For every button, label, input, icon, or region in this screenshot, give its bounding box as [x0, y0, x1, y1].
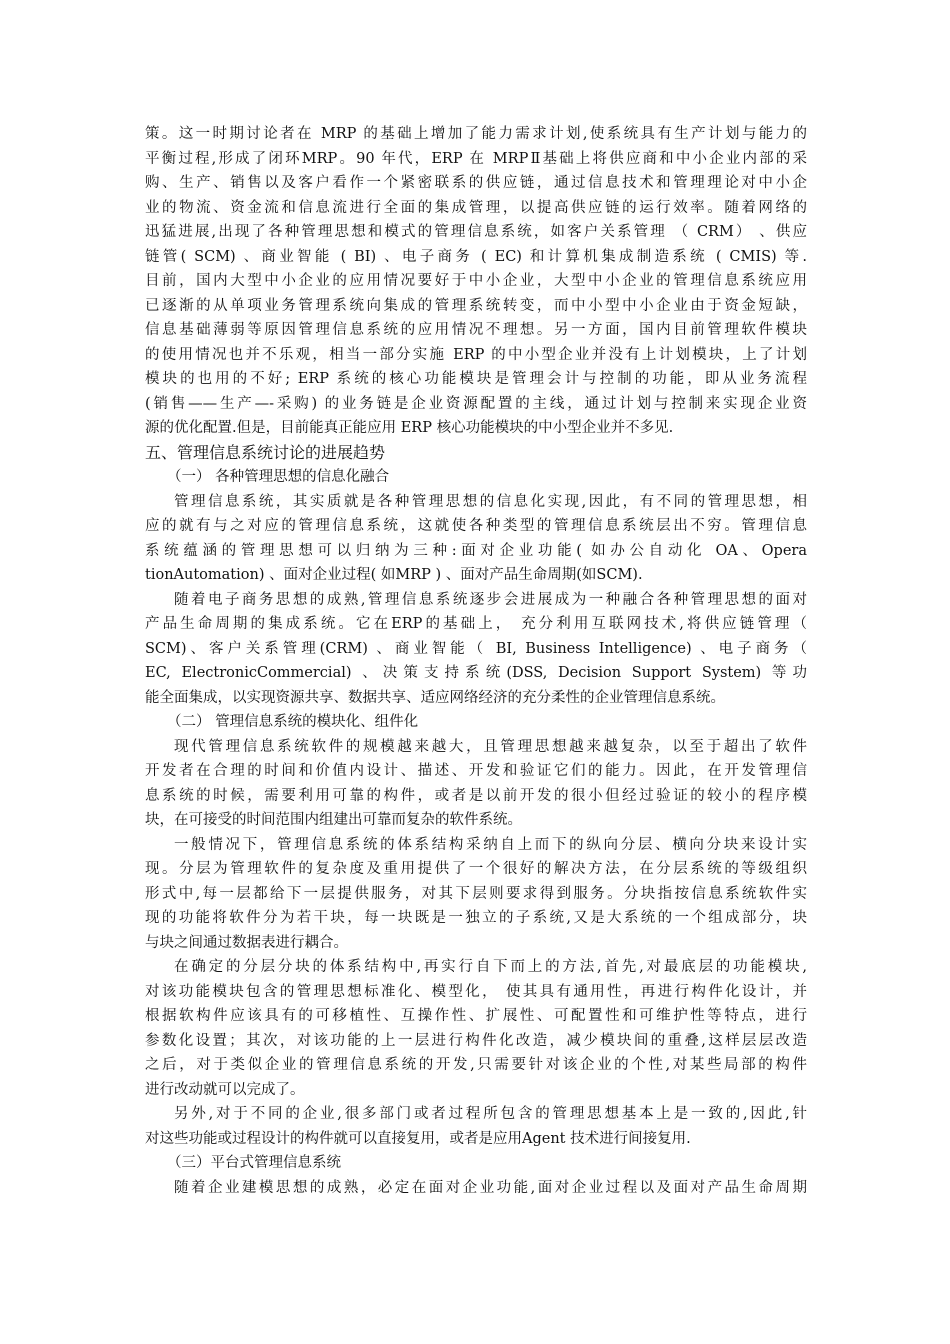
- text-line: tionAutomation) 、面对企业过程( 如MRP ) 、面对产品生命周期(如SCM).: [145, 567, 643, 583]
- text-line: 已逐渐的从单项业务管理系统向集成的管理系统转变，而中小型中小企业由于资金短缺，: [145, 297, 807, 314]
- text-line: 链管( SCM) 、商业智能 ( BI) 、电子商务 ( EC) 和计算机集成制造系统 ( CMIS) 等.: [145, 248, 807, 265]
- text-line: 平衡过程,形成了闭环MRP。90 年代，ERP 在 MRPⅡ基础上将供应商和中小企业内部的采: [145, 150, 807, 167]
- text-line: EC, ElectronicCommercial) 、决策支持系统(DSS, Decision Support System) 等功: [145, 665, 807, 681]
- text-line: 策。这一时期讨论者在 MRP 的基础上增加了能力需求计划,使系统具有生产计划与能力的: [145, 126, 807, 142]
- paragraph: [145, 1102, 807, 1151]
- text-line: 之后，对于类似企业的管理信息系统的开发,只需要针对该企业的个性,对某些局部的构件: [145, 1057, 807, 1073]
- paragraph: [145, 490, 807, 588]
- subsection-heading: （三）平台式管理信息系统: [167, 1155, 341, 1171]
- text-line: 现。分层为管理软件的复杂度及重用提供了一个很好的解决方法，在分层系统的等级组织: [145, 861, 807, 877]
- text-line: 另外,对于不同的企业,很多部门或者过程所包含的管理思想基本上是一致的,因此,针: [174, 1106, 807, 1122]
- subsection-heading: （二） 管理信息系统的模块化、组件化: [167, 714, 419, 730]
- text-line: SCM)、客户关系管理(CRM) 、商业智能（ BI, Business Intelligence) 、电子商务（: [145, 640, 807, 657]
- text-line: 随着企业建模思想的成熟，必定在面对企业功能,面对企业过程以及面对产品生命周期: [174, 1179, 807, 1196]
- text-line: 现的功能将软件分为若干块，每一块既是一独立的子系统,又是大系统的一个组成部分，块: [145, 910, 807, 926]
- section-heading: 五、管理信息系统讨论的进展趋势: [145, 442, 386, 462]
- text-line: 一般情况下，管理信息系统的体系结构采纳自上而下的纵向分层、横向分块来设计实: [174, 836, 807, 853]
- text-line: 形式中,每一层都给下一层提供服务，对其下层则要求得到服务。分块指按信息系统软件实: [145, 885, 807, 902]
- text-line: 与块之间通过数据表进行耦合。: [145, 934, 348, 951]
- paragraph: [145, 735, 807, 833]
- text-line: 信息基础薄弱等原因管理信息系统的应用情况不理想。另一方面，国内目前管理软件模块: [145, 322, 807, 338]
- subsection-heading: （一） 各种管理思想的信息化融合: [167, 469, 390, 485]
- text-line: 模块的也用的不好; ERP 系统的核心功能模块是管理会计与控制的功能，即从业务流程: [145, 371, 807, 387]
- paragraph: [145, 1176, 807, 1201]
- text-line: 根据软构件应该具有的可移植性、互操作性、扩展性、可配置性和可维护性等特点，进行: [145, 1008, 807, 1024]
- text-line: 在确定的分层分块的体系结构中,再实行自下而上的方法,首先,对最底层的功能模块,: [174, 959, 807, 975]
- text-line: 参数化设置；其次，对该功能的上一层进行构件化改造，减少模块间的重叠,这样层层改造: [145, 1032, 807, 1049]
- text-line: 应的就有与之对应的管理信息系统，这就使各种类型的管理信息系统层出不穷。管理信息: [145, 518, 807, 534]
- text-line: 迅猛进展,出现了各种管理思想和模式的管理信息系统，如客户关系管理 （ CRM） 、供应: [145, 224, 807, 240]
- text-line: 随着电子商务思想的成熟,管理信息系统逐步会进展成为一种融合各种管理思想的面对: [174, 591, 807, 608]
- text-line: 产品生命周期的集成系统。它在ERP的基础上， 充分利用互联网技术,将供应链管理（: [145, 616, 807, 632]
- text-line: 购、生产、销售以及客户看作一个紧密联系的供应链，通过信息技术和管理理论对中小企: [145, 175, 807, 191]
- paragraph: [145, 588, 807, 711]
- intro-paragraph: [145, 122, 807, 441]
- text-line: 的使用情况也并不乐观，相当一部分实施 ERP 的中小型企业并没有上计划模块，上了计划: [145, 346, 807, 363]
- document-page: [145, 122, 807, 1200]
- text-line: 进行改动就可以完成了。: [145, 1081, 305, 1098]
- text-line: 系统蕴涵的管理思想可以归纳为三种:面对企业功能( 如办公自动化 OA、Opera: [145, 542, 807, 559]
- text-line: (销售——生产—-采购) 的业务链是企业资源配置的主线，通过计划与控制来实现企业资: [145, 395, 807, 412]
- paragraph: [145, 955, 807, 1102]
- text-line: 开发者在合理的时间和价值内设计、描述、开发和验证它们的能力。因此，在开发管理信: [145, 763, 807, 779]
- text-line: 现代管理信息系统软件的规模越来越大，且管理思想越来越复杂，以至于超出了软件: [174, 738, 807, 755]
- text-line: 对该功能模块包含的管理思想标准化、模型化， 使其具有通用性，再进行构件化设计，并: [145, 983, 807, 1000]
- paragraph: [145, 833, 807, 956]
- text-line: 目前，国内大型中小企业的应用情况要好于中小企业，大型中小企业的管理信息系统应用: [145, 273, 807, 289]
- text-line: 息系统的时候，需要利用可靠的构件，或者是以前开发的很小但经过验证的较小的程序模: [145, 787, 807, 804]
- text-line: 源的优化配置.但是，目前能真正能应用 ERP 核心功能模块的中小型企业并不多见.: [145, 420, 674, 436]
- text-line: 管理信息系统，其实质就是各种管理思想的信息化实现,因此，有不同的管理思想，相: [174, 493, 807, 510]
- text-line: 能全面集成，以实现资源共享、数据共享、适应网络经济的充分柔性的企业管理信息系统。: [145, 689, 725, 706]
- text-line: 对这些功能或过程设计的构件就可以直接复用，或者是应用Agent 技术进行间接复用.: [145, 1130, 691, 1147]
- text-line: 块，在可接受的时间范围内组建出可靠而复杂的软件系统。: [145, 812, 522, 828]
- text-line: 业的物流、资金流和信息流进行全面的集成管理，以提高供应链的运行效率。随着网络的: [145, 199, 807, 216]
